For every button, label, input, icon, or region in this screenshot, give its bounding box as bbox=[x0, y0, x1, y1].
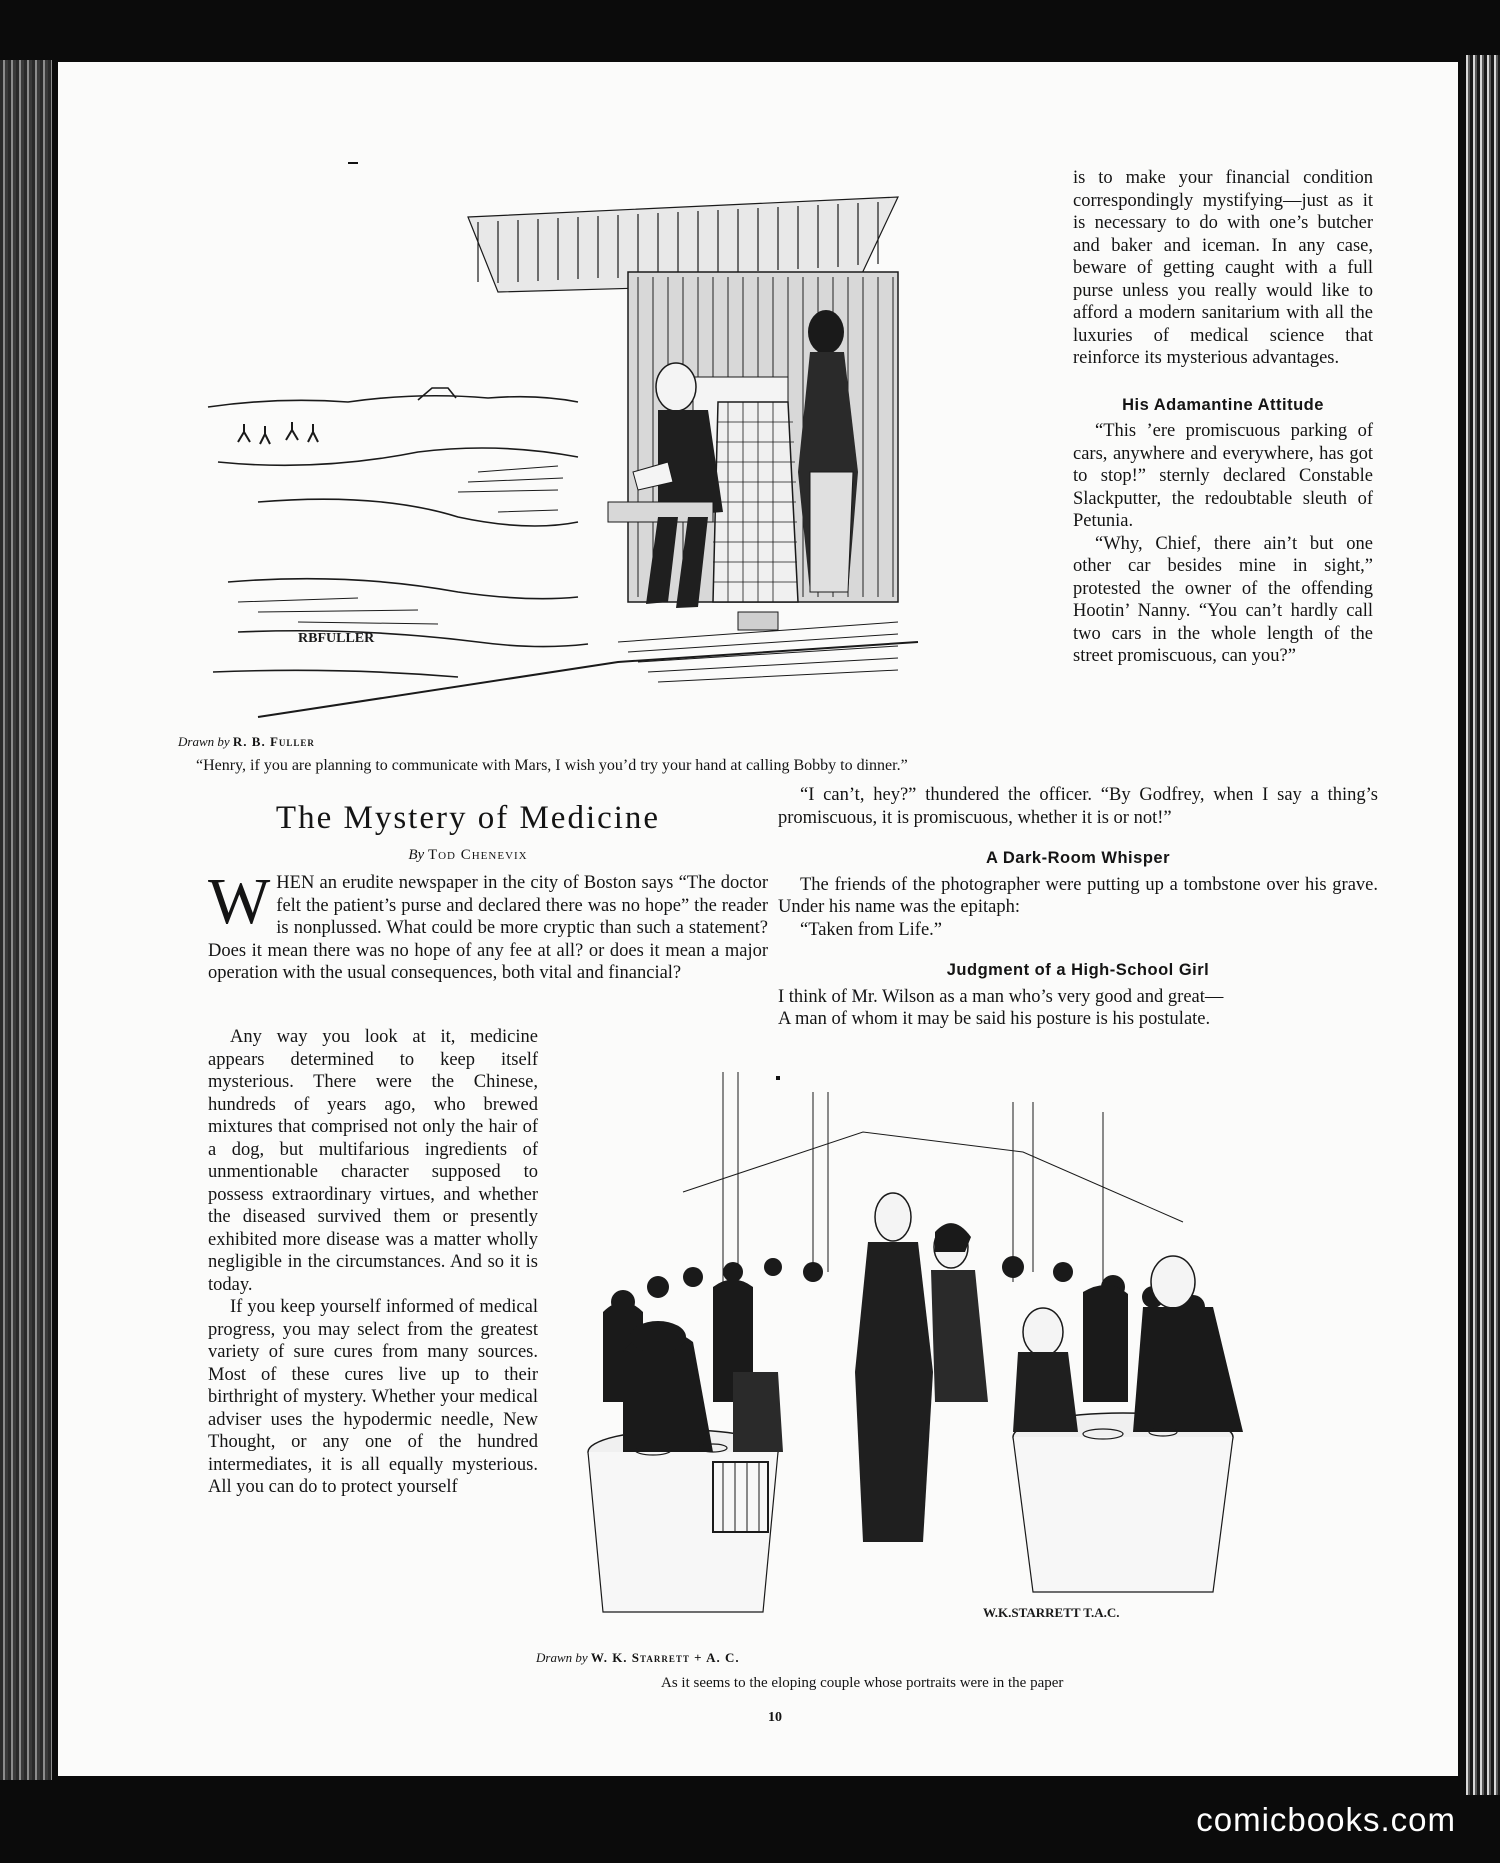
article-title: The Mystery of Medicine bbox=[275, 800, 661, 836]
credit-prefix: Drawn by bbox=[178, 734, 230, 749]
ink-speck bbox=[348, 162, 358, 164]
article-paragraph-2: Any way you look at it, medicine appears determined to keep itself mysterious. There were the Chinese, hundreds of years ago, who brewed mixtures that comprised not only the hair of a dog, but multifarious ingredients of unmentionable character supposed to possess extraordinary virtues, and whether the diseased survived them or presently exhibited more disease was a matter wholly negligible in the circumstances. And so it is today. bbox=[208, 1027, 538, 1295]
heading-adamantine-attitude: His Adamantine Attitude bbox=[1122, 395, 1324, 414]
adamantine-paragraph-1: “This ’ere promiscuous parking of cars, anywhere and everywhere, has got to stop!” sternly declared Constable Slackputter, the redoubtable sleuth of Petunia. bbox=[1073, 421, 1373, 531]
heading-dark-room-whisper: A Dark-Room Whisper bbox=[986, 849, 1170, 867]
magazine-page bbox=[58, 62, 1458, 1776]
adamantine-paragraph-2: “Why, Chief, there ain’t but one other car besides mine in sight,” protested the owner of the offending Hootin’ Nanny. “You can’t hardly call two cars in the whole length of the street promiscuous, can you?” bbox=[1073, 533, 1373, 666]
article-narrow-column bbox=[208, 1026, 538, 1499]
credit-prefix: Drawn by bbox=[536, 1650, 588, 1665]
drop-cap-w: W bbox=[208, 865, 271, 938]
article-paragraph-1: HEN an erudite newspaper in the city of Boston says “The doctor felt the patient’s purse and declared there was no hope” the reader is nonplussed. What could be more cryptic than such a statement? Does it mean there was no hope of any fee at all? or does it mean a major operation with the usual consequences, both vital and financial? bbox=[208, 873, 768, 983]
restaurant-drawing bbox=[563, 1072, 1263, 1642]
article-byline bbox=[188, 847, 748, 864]
byline-author: Tod Chenevix bbox=[427, 847, 528, 863]
watermark: comicbooks.com bbox=[1196, 1801, 1456, 1838]
judgment-line-2: A man of whom it may be said his posture is his postulate. bbox=[778, 1009, 1211, 1029]
heading-judgment-high-school-girl: Judgment of a High-School Girl bbox=[946, 961, 1210, 979]
page-number: 10 bbox=[768, 1710, 782, 1725]
darkroom-paragraph-2: “Taken from Life.” bbox=[800, 919, 943, 940]
ink-speck bbox=[776, 1076, 780, 1080]
starrett-signature: W.K.STARRETT T.A.C. bbox=[983, 1605, 1120, 1620]
right-column-lower bbox=[778, 784, 1378, 1031]
right-column-upper bbox=[1073, 167, 1373, 668]
book-page-stack-right-edge bbox=[1466, 55, 1500, 1795]
top-illustration-caption: “Henry, if you are planning to communicate with Mars, I wish you’d try your hand at calling Bobby to dinner.” bbox=[196, 757, 908, 774]
restaurant-illustration bbox=[563, 1072, 1263, 1642]
porch-illustration bbox=[198, 172, 1058, 732]
top-illustration-credit bbox=[178, 734, 315, 750]
bottom-illustration-credit bbox=[536, 1650, 740, 1666]
article-intro-column bbox=[208, 865, 768, 985]
bottom-illustration-caption: As it seems to the eloping couple whose portraits were in the paper bbox=[661, 1675, 1064, 1691]
article-continuation: is to make your financial condition correspondingly mystifying—just as it is necessary to do with one’s butcher and baker and iceman. In any case, beware of getting caught with a full purse unless you really would like to afford a modern sanitarium with all the luxuries of medical science that reinforce its mysterious advantages. bbox=[1073, 168, 1373, 368]
byline-prefix: By bbox=[408, 847, 425, 863]
judgment-line-1: I think of Mr. Wilson as a man who’s very good and great— bbox=[778, 986, 1224, 1007]
darkroom-paragraph-1: The friends of the photographer were putting up a tombstone over his grave. Under his name was the epitaph: bbox=[778, 874, 1378, 917]
credit-artists: W. K. Starrett + A. C. bbox=[590, 1650, 740, 1665]
credit-artist: R. B. Fuller bbox=[232, 734, 315, 749]
article-paragraph-3: If you keep yourself informed of medical progress, you may select from the greatest variety of sure cures from many sources. Most of these cures live up to their birthright of mystery. Whether your medical adviser uses the hypodermic needle, New Thought, or any one of the hundred intermediates, it is all equally mysterious. All you can do to protect yourself bbox=[208, 1297, 538, 1497]
fuller-signature: RBFULLER bbox=[298, 631, 375, 646]
adamantine-paragraph-3: “I can’t, hey?” thundered the officer. “By Godfrey, when I say a thing’s promiscuous, it is promiscuous, whether it is or not!” bbox=[778, 785, 1378, 828]
porch-drawing bbox=[198, 172, 1058, 732]
book-spine-left-edge bbox=[0, 60, 52, 1780]
